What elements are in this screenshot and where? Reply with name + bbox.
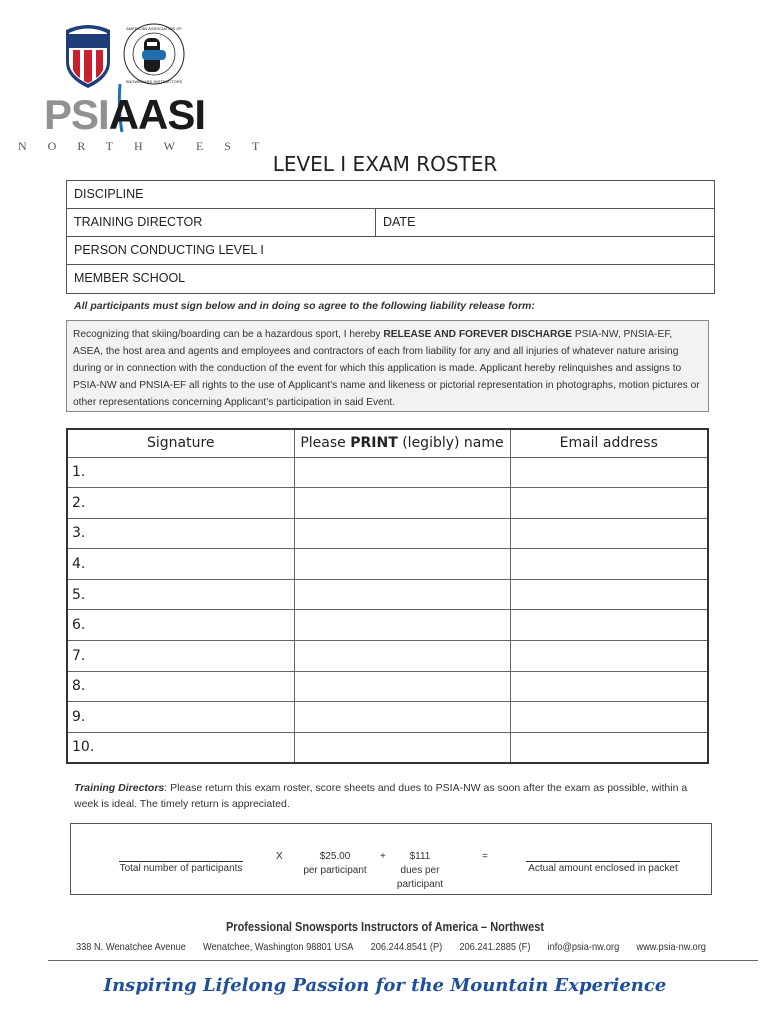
footer-email-link[interactable]: info@psia-nw.org [547,942,620,953]
print-name-suffix: (legibly) name [397,435,504,452]
equals-symbol: = [482,851,488,862]
name-cell[interactable] [294,732,510,763]
times-symbol: X [276,851,283,862]
footer-contact [76,942,706,953]
name-cell[interactable] [294,671,510,702]
table-row [67,579,708,610]
footer-fax: 206.241.2885 (F) [459,942,531,953]
email-cell[interactable] [510,457,708,488]
date-field[interactable] [376,209,714,236]
footer-address: 338 N. Wenatchee Avenue [76,942,186,953]
signature-cell[interactable]: 9. [67,702,294,733]
discipline-label: DISCIPLINE [74,187,144,201]
table-row [67,457,708,488]
logo-psi: PSI [44,91,109,138]
footer-city: Wenatchee, Washington 98801 USA [203,942,354,953]
table-row [67,702,708,733]
actual-amount-label: Actual amount enclosed in packet [528,863,678,874]
training-director-field[interactable] [67,209,376,236]
signature-cell[interactable]: 2. [67,488,294,519]
training-directors-label: Training Directors [74,782,165,794]
fee-label: per participant [303,865,367,876]
member-school-label: MEMBER SCHOOL [74,271,186,285]
print-name-header [294,429,510,457]
total-participants-field[interactable] [119,861,243,876]
total-participants-label: Total number of participants [119,863,243,874]
footer-phone: 206.244.8541 (P) [370,942,443,953]
footer-organization: Professional Snowsports Instructors of America – Northwest [225,920,545,934]
name-cell[interactable] [294,549,510,580]
training-director-row [67,209,714,237]
name-cell[interactable] [294,610,510,641]
footer-tagline: Inspiring Lifelong Passion for the Mountain Experience [103,975,667,996]
discipline-row[interactable] [67,181,714,209]
training-directors-note [74,780,704,812]
table-row [67,671,708,702]
name-cell[interactable] [294,641,510,672]
signature-cell[interactable]: 7. [67,641,294,672]
print-name-bold: PRINT [350,435,398,452]
release-text-box [66,320,709,412]
table-row [67,549,708,580]
psia-aasi-logo [18,20,281,153]
svg-text:SNOWBOARD INSTRUCTORS: SNOWBOARD INSTRUCTORS [125,79,183,84]
email-cell[interactable] [510,549,708,580]
table-row [67,610,708,641]
svg-text:AMERICAN ASSOCIATION OF: AMERICAN ASSOCIATION OF [126,26,182,31]
email-cell[interactable] [510,732,708,763]
dues-label-2: participant [396,879,444,890]
dues-block [389,850,451,892]
signature-cell[interactable]: 1. [67,457,294,488]
table-row [67,641,708,672]
email-cell[interactable] [510,518,708,549]
signature-cell[interactable]: 10. [67,732,294,763]
logo-northwest: NORTHWEST [18,139,281,153]
person-conducting-label: PERSON CONDUCTING LEVEL I [74,243,264,257]
email-cell[interactable] [510,488,708,519]
dues-amount: $111 [409,851,431,862]
member-school-row[interactable] [67,265,714,293]
person-conducting-row[interactable] [67,237,714,265]
signature-table [66,428,709,764]
date-label: DATE [383,215,416,229]
training-director-label: TRAINING DIRECTOR [74,215,203,229]
release-text-start: Recognizing that skiing/boarding can be a hazardous sport, I hereby [73,329,384,340]
name-cell[interactable] [294,457,510,488]
signature-cell[interactable]: 3. [67,518,294,549]
info-box [66,180,715,294]
table-row [67,732,708,763]
print-name-prefix: Please [300,435,351,452]
fee-amount: $25.00 [319,851,351,862]
dues-label-1: dues per [400,865,440,876]
release-text-bold: RELEASE AND FOREVER DISCHARGE [383,329,573,340]
email-cell[interactable] [510,671,708,702]
signature-cell[interactable]: 8. [67,671,294,702]
name-cell[interactable] [294,702,510,733]
payment-calculation-box [70,823,712,895]
signature-cell[interactable]: 6. [67,610,294,641]
logo-aasi: AASI [108,91,206,138]
table-header-row [67,429,708,457]
signature-header: Signature [67,429,294,457]
footer-web-link[interactable]: www.psia-nw.org [636,942,706,953]
footer-divider [48,960,758,961]
email-cell[interactable] [510,579,708,610]
email-header: Email address [510,429,708,457]
email-cell[interactable] [510,641,708,672]
table-row [67,488,708,519]
liability-intro: All participants must sign below and in doing so agree to the following liability release form: [74,300,535,312]
signature-cell[interactable]: 5. [67,579,294,610]
training-directors-text: : Please return this exam roster, score sheets and dues to PSIA-NW as soon after the exam as possible, within a week is ideal. The timely return is appreciated. [74,782,688,810]
table-row [67,518,708,549]
fee-block [297,850,373,878]
name-cell[interactable] [294,518,510,549]
name-cell[interactable] [294,579,510,610]
email-cell[interactable] [510,702,708,733]
page-title: LEVEL I EXAM ROSTER [272,152,498,176]
actual-amount-field[interactable] [526,861,680,876]
name-cell[interactable] [294,488,510,519]
plus-symbol: + [380,851,386,862]
signature-cell[interactable]: 4. [67,549,294,580]
logo-wordmark [44,91,206,138]
release-text-end: PSIA-NW, PNSIA-EF, ASEA, the host area and agents and employees and contractors of each from liability for any and all injuries of whatever nature arising during or in connection with the conduction of the event for which this application is made. Applicant hereby relinquishes and assigns to PSIA-NW and PNSIA-EF all rights to the use of Applicant’s name and likeness or pictorial representation in photographs, motion pictures or other representations concerning Applicant’s participation in said Event. [73,329,700,408]
email-cell[interactable] [510,610,708,641]
